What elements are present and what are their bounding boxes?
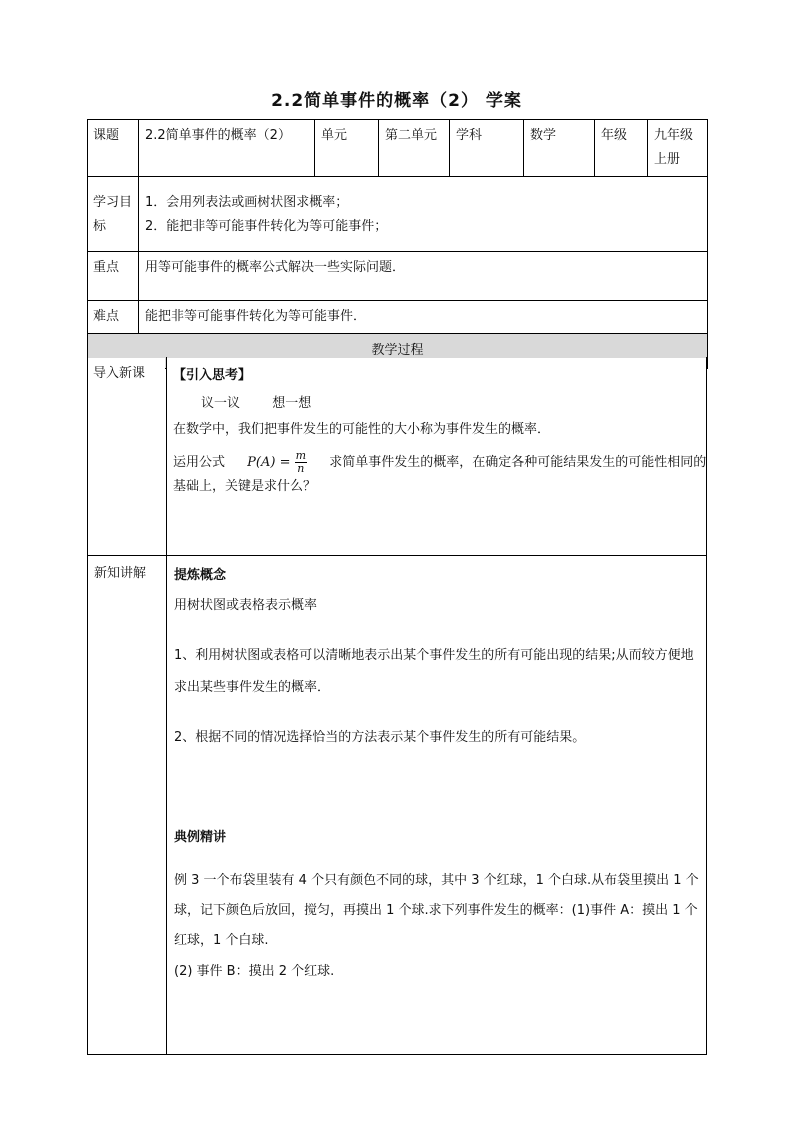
grade-label: 年级 [595, 120, 648, 177]
new-knowledge-row [87, 555, 707, 1055]
topic-value: 2.2简单事件的概率（2） [139, 120, 315, 177]
concept-subtitle: 用树状图或表格表示概率 [174, 598, 318, 613]
goals-row [88, 177, 708, 252]
example-text: 例 3 一个布袋里装有 4 个只有颜色不同的球，其中 3 个红球，1 个白球.从布袋里摸出 1 个球，记下颜色后放回，搅匀，再摸出 1 个球.求下列事件发生的概率：(1)事件 A：摸出 1 个红球，1 个白球. [174, 873, 699, 948]
process-banner: 教学过程 [88, 334, 708, 369]
example-question-2: (2) 事件 B：摸出 2 个红球. [174, 964, 335, 979]
unit-value: 第二单元 [379, 120, 450, 177]
key-point-row [88, 252, 708, 301]
grade-value: 九年级上册 [648, 120, 708, 177]
subject-value: 数学 [524, 120, 595, 177]
intro-formula-lead: 运用公式 [173, 455, 226, 470]
intro-content [167, 358, 707, 499]
goal-item: 2．能把非等可能事件转化为等可能事件； [145, 219, 388, 234]
subject-label: 学科 [450, 120, 524, 177]
goal-item: 1．会用列表法或画树状图求概率； [145, 195, 349, 210]
concept-point-2: 2、根据不同的情况选择恰当的方法表示某个事件发生的所有可能结果。 [174, 730, 586, 745]
concept-heading: 提炼概念 [174, 568, 227, 583]
key-point-text: 用等可能事件的概率公式解决一些实际问题． [139, 252, 708, 301]
goals-label: 学习目标 [88, 177, 139, 252]
intro-paragraph-1: 在数学中，我们把事件发生的可能性的大小称为事件发生的概率． [173, 422, 551, 437]
think-text-main: 想一想 [272, 396, 312, 411]
discuss-text-main: 议一议 [201, 396, 241, 411]
concept-point-1: 1、利用树状图或表格可以清晰地表示出某个事件发生的所有可能出现的结果;从而较方便地求出某些事件发生的概率． [174, 648, 694, 695]
unit-label: 单元 [315, 120, 379, 177]
intro-formula-tail: 求简单事件发生的概率，在确定各种可能结果发生的可能性相同的基础上，关键是求什么？ [173, 455, 707, 494]
difficulty-text: 能把非等可能事件转化为等可能事件． [139, 301, 708, 334]
document-title: 2.2简单事件的概率（2） 学案 [271, 91, 522, 111]
header-row [88, 120, 708, 177]
difficulty-row [88, 301, 708, 334]
example-heading: 典例精讲 [174, 830, 227, 845]
topic-label: 课题 [88, 120, 139, 177]
difficulty-label: 难点 [88, 301, 139, 334]
key-point-label: 重点 [88, 252, 139, 301]
intro-label-main: 导入新课 [88, 358, 165, 386]
new-knowledge-label: 新知讲解 [94, 566, 147, 581]
intro-heading-main: 【引入思考】 [173, 368, 252, 383]
probability-formula: P(A) = $\frac{m}{n}$ [247, 449, 307, 475]
